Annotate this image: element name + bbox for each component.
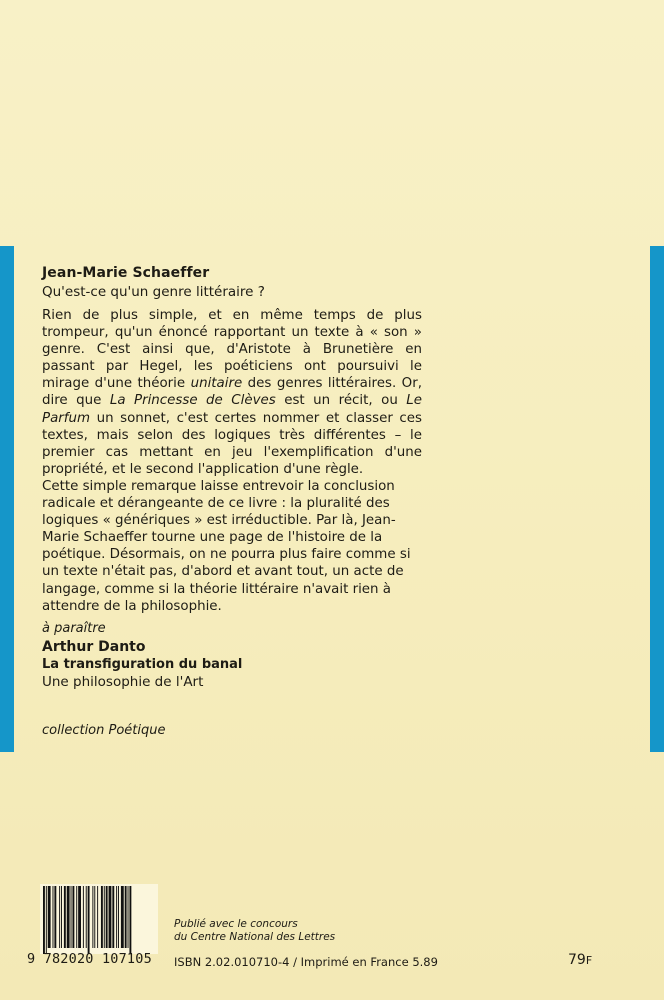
barcode xyxy=(40,884,158,954)
barcode-bar xyxy=(125,886,127,948)
barcode-bar xyxy=(48,886,51,948)
barcode-bar xyxy=(46,886,47,954)
barcode-bar xyxy=(97,886,98,948)
text-run: est un récit, ou xyxy=(275,393,407,409)
text-run: des genres littéraires. Or, dire que xyxy=(42,376,422,409)
barcode-bar xyxy=(43,886,45,954)
italic-phrase: Le Parfum xyxy=(42,393,422,426)
upcoming-author: Arthur Danto xyxy=(42,639,146,655)
text-run: Rien de plus simple, et en même temps de plus trompeur, qu'un énoncé rapportant un texte à « son » genre. C'est ainsi que, d'Aristote à Brunetière en passant par Hegel, les poéticiens ont poursuivi le mirage d'une théorie xyxy=(42,308,422,392)
blurb-paragraph-1 xyxy=(42,307,422,478)
upcoming-label: à paraître xyxy=(42,621,106,636)
barcode-bar xyxy=(53,886,54,948)
barcode-bar xyxy=(61,886,62,948)
barcode-bar xyxy=(92,886,93,948)
barcode-bar xyxy=(54,886,56,948)
barcode-bar xyxy=(109,886,112,948)
barcode-bar xyxy=(71,886,72,948)
barcode-bar xyxy=(83,886,84,948)
barcode-bar xyxy=(67,886,70,948)
italic-phrase: La Princesse de Clèves xyxy=(109,393,276,409)
author-name: Jean-Marie Schaeffer xyxy=(42,265,210,281)
isbn-line: ISBN 2.02.010710-4 / Imprimé en France 5.89 xyxy=(174,955,438,969)
barcode-bar xyxy=(104,886,105,948)
barcode-bar xyxy=(118,886,119,948)
text-run: un sonnet, c'est certes nommer et classer ces textes, mais selon des logiques très différentes – le premier cas mettant en jeu l'exemplification d'une propriété, et le second l'application d'une règle. xyxy=(42,410,422,477)
barcode-bar xyxy=(121,886,124,948)
barcode-bar xyxy=(128,886,129,948)
price xyxy=(568,952,592,968)
collection-name: collection Poétique xyxy=(42,723,166,738)
italic-phrase: unitaire xyxy=(190,376,243,392)
barcode-bar xyxy=(106,886,108,948)
barcode-bar xyxy=(116,886,117,948)
book-title: Qu'est-ce qu'un genre littéraire ? xyxy=(42,284,265,300)
barcode-digits: 9 782020 107105 xyxy=(27,951,152,967)
right-blue-stripe xyxy=(650,246,664,752)
blurb-paragraph-2: Cette simple remarque laisse entrevoir la conclusion radicale et dérangeante de ce livre : la pluralité des logiques « génériques » est irréductible. Par là, Jean-Marie Schaeffer tourne une page de l'histoire de la poétique. Désormais, on ne pourra plus faire comme si un texte n'était pas, d'abord et avant tout, un acte de langage, comme si la théorie littéraire n'avait rien à attendre de la philosophie. xyxy=(42,478,411,614)
barcode-bar xyxy=(129,886,131,954)
barcode-bars xyxy=(40,884,158,954)
barcode-bar xyxy=(88,886,90,954)
price-unit: F xyxy=(585,954,593,967)
barcode-bar xyxy=(64,886,66,948)
upcoming-subtitle: Une philosophie de l'Art xyxy=(42,674,204,690)
barcode-bar xyxy=(101,886,103,948)
barcode-bar xyxy=(76,886,77,948)
support-line-2: du Centre National des Lettres xyxy=(174,931,336,943)
barcode-bar xyxy=(86,886,87,948)
upcoming-book xyxy=(42,620,242,691)
barcode-bar xyxy=(72,886,74,948)
upcoming-title: La transfiguration du banal xyxy=(42,657,243,672)
price-value: 79 xyxy=(568,952,586,968)
barcode-bar xyxy=(78,886,81,948)
left-blue-stripe xyxy=(0,246,14,752)
barcode-bar xyxy=(94,886,95,948)
barcode-bar xyxy=(59,886,60,948)
publication-support xyxy=(174,918,335,944)
blurb xyxy=(42,307,422,615)
support-line-1: Publié avec le concours xyxy=(174,918,298,930)
barcode-bar xyxy=(112,886,114,948)
